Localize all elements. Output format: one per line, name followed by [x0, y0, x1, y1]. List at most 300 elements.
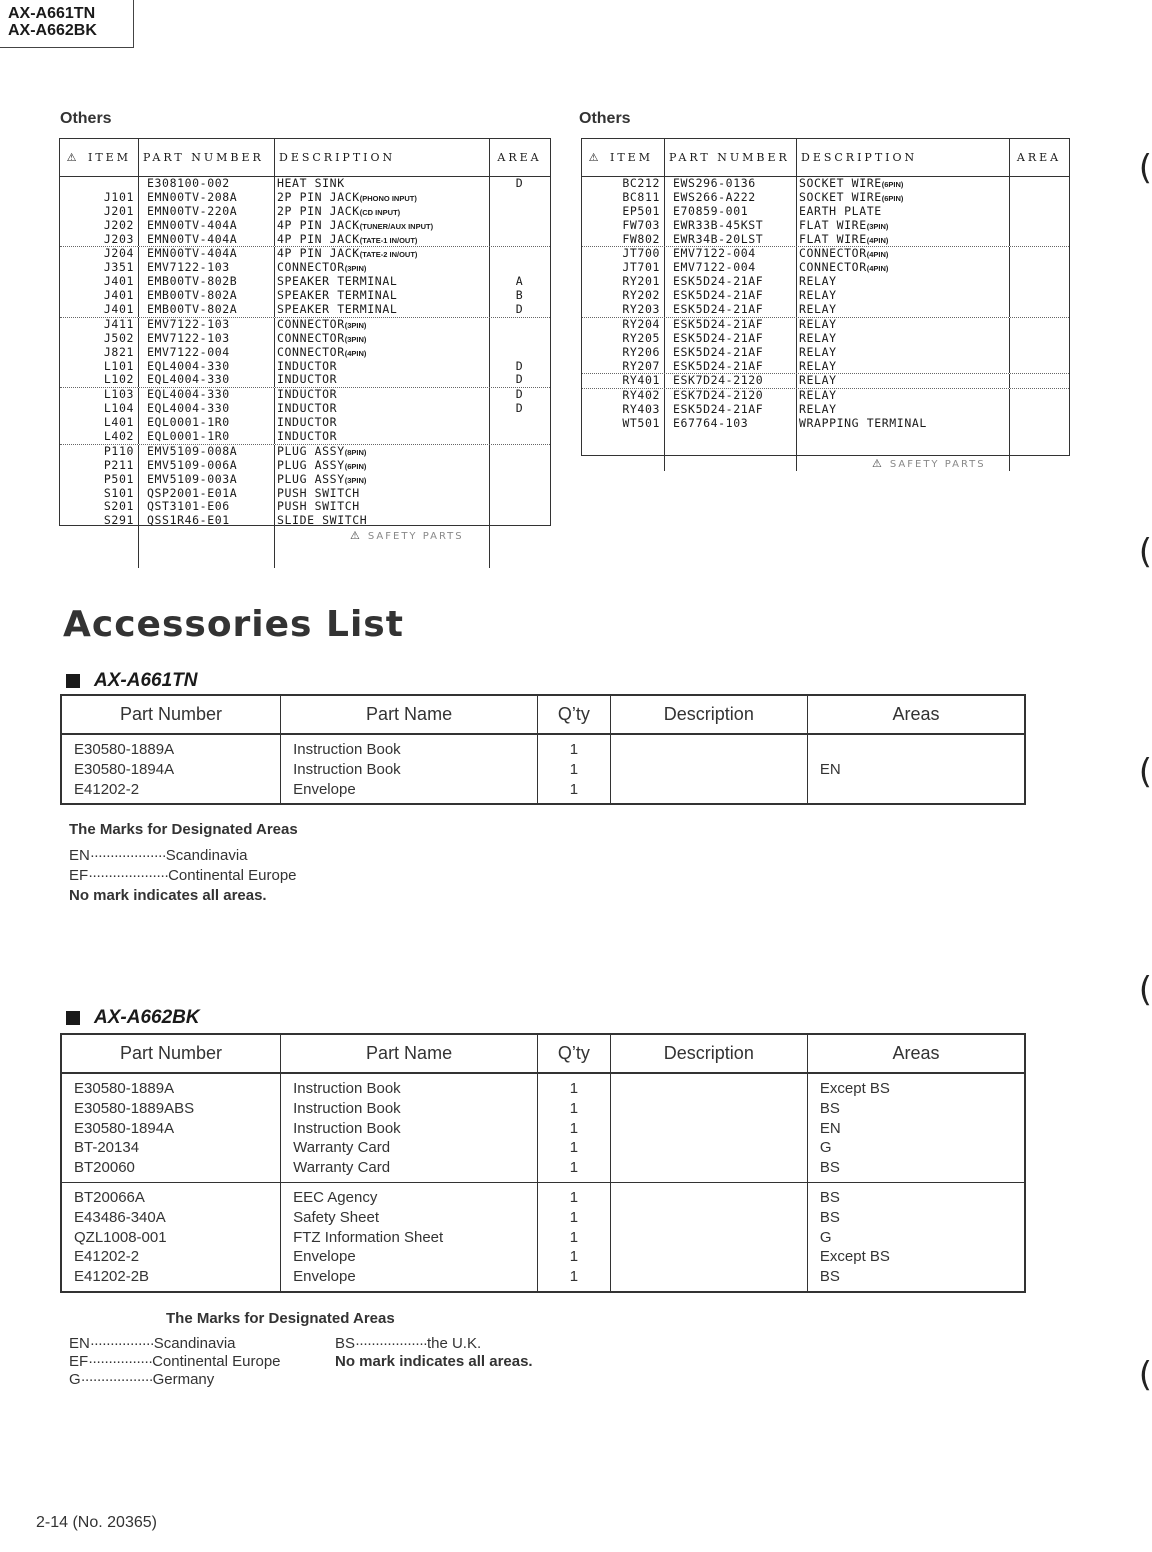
part-name-cell: Warranty Card: [293, 1159, 391, 1177]
part-name-cell: FTZ Information Sheet: [293, 1228, 444, 1246]
marks-title: The Marks for Designated Areas: [166, 1310, 395, 1327]
area-cell: [489, 332, 549, 346]
description-text: RELAY: [799, 373, 837, 388]
description-detail: (4PIN): [866, 250, 889, 260]
safety-cell: [60, 332, 86, 346]
part-name-cell: Instruction Book: [293, 760, 401, 778]
description-detail: (3PIN): [344, 334, 367, 344]
part-number-cell: EWS266-A222: [664, 191, 796, 205]
area-cell: [489, 261, 549, 275]
part-number-cell: EWR34B-20LST: [664, 233, 796, 247]
left-table-body: [60, 177, 550, 568]
area-cell: [489, 233, 549, 247]
accessories-title: Accessories List: [63, 604, 404, 645]
item-cell: S291: [103, 513, 134, 528]
description-text: INDUCTOR: [277, 429, 338, 444]
area-cell: [1009, 417, 1068, 431]
part-number-cell: QZL1008-001: [74, 1228, 167, 1246]
description-text: CONNECTOR: [799, 246, 867, 261]
mark-code: EF: [69, 867, 89, 884]
desc-col-header: DESCRIPTION: [274, 139, 489, 176]
description-detail: (3PIN): [344, 264, 367, 274]
description-text: RELAY: [799, 344, 837, 359]
description-cell: [274, 318, 489, 332]
description-text: SPEAKER TERMINAL: [277, 288, 398, 303]
area-cell: [489, 205, 549, 219]
filler-cell: [138, 528, 274, 568]
part-number-cell: EMB00TV-802A: [138, 303, 274, 317]
part-number-cell: EWS296-0136: [664, 177, 796, 191]
description-cell: [274, 205, 489, 219]
header-qty: Q’ty: [537, 1035, 610, 1072]
areas-cell: Except BS: [819, 1248, 890, 1266]
description-detail: (8PIN): [344, 447, 367, 457]
description-detail: (TATE-1 IN/OUT): [359, 235, 418, 245]
area-cell: [489, 430, 549, 444]
mark-label: Continental Europe: [152, 1353, 281, 1370]
item-cell: RY207: [622, 358, 660, 373]
right-table-header: [582, 139, 1069, 177]
description-cell: [611, 1138, 807, 1158]
area-cell: A: [489, 275, 549, 289]
model-1-name: AX-A661TN: [94, 670, 198, 691]
part-number-cell: EMV5109-003A: [138, 473, 274, 487]
item-cell: RY403: [622, 402, 660, 417]
left-parts-table: [59, 138, 551, 526]
area-cell: D: [489, 360, 549, 374]
parts-row: [60, 402, 550, 416]
description-cell: [611, 1208, 807, 1228]
safety-cell: [582, 303, 608, 317]
parts-row: [60, 445, 550, 459]
qty-cell: 1: [569, 1268, 579, 1286]
qty-cell: 1: [569, 1228, 579, 1246]
item-cell: S201: [103, 499, 134, 514]
part-col-header: PART NUMBER: [664, 139, 796, 176]
safety-cell: [60, 402, 86, 416]
binding-hole-mark: (: [1138, 148, 1152, 188]
mark-ef: [69, 1353, 281, 1371]
description-cell: [274, 487, 489, 501]
parts-row: [582, 289, 1069, 303]
part-name-cell: Instruction Book: [293, 741, 401, 758]
description-text: FLAT WIRE: [799, 217, 867, 232]
item-cell: FW802: [622, 231, 660, 246]
description-cell: [796, 318, 1009, 332]
safety-cell: [582, 318, 608, 332]
parts-row: [60, 219, 550, 233]
header-description: Description: [610, 1035, 807, 1072]
area-cell: [489, 416, 549, 430]
part-number-cell: EMN00TV-404A: [138, 247, 274, 261]
description-cell: [796, 219, 1009, 233]
filler-cell: [489, 528, 549, 568]
qty-cell: 1: [569, 780, 579, 798]
item-cell: BC811: [622, 189, 660, 204]
description-detail: (6PIN): [344, 461, 367, 471]
part-number-column: [62, 1074, 280, 1182]
description-cell: [274, 514, 489, 528]
parts-row: [60, 275, 550, 289]
item-cell: RY203: [622, 302, 660, 317]
description-cell: [274, 177, 489, 191]
left-table-header: [60, 139, 550, 177]
parts-row: [60, 388, 550, 402]
parts-row: [60, 205, 550, 219]
description-text: RELAY: [799, 302, 837, 317]
description-cell: [274, 303, 489, 317]
area-cell: [489, 318, 549, 332]
description-detail: (3PIN): [344, 475, 367, 485]
description-detail: (CD INPUT): [359, 207, 401, 217]
part-number-cell: EQL4004-330: [138, 360, 274, 374]
part-name-column: [280, 1074, 537, 1182]
description-text: RELAY: [799, 358, 837, 373]
safety-cell: [60, 459, 86, 473]
header-part-number: Part Number: [120, 1043, 223, 1063]
header-areas: Areas: [807, 696, 1024, 733]
item-cell: P110: [103, 443, 134, 458]
description-cell: [274, 219, 489, 233]
description-text: SOCKET WIRE: [799, 176, 882, 190]
parts-row: [582, 346, 1069, 360]
warning-triangle-icon: ⚠: [350, 529, 362, 542]
description-cell: [274, 388, 489, 402]
area-cell: [1009, 261, 1068, 275]
description-text: RELAY: [799, 274, 837, 289]
mark-label: Scandinavia: [153, 1335, 236, 1352]
right-others-title: Others: [579, 110, 631, 127]
item-cell: RY401: [622, 373, 660, 388]
area-cell: [489, 247, 549, 261]
parts-row: [60, 459, 550, 473]
header-part-name: Part Name: [280, 1035, 537, 1072]
item-cell: RY202: [622, 288, 660, 303]
parts-row: [60, 373, 550, 388]
parts-row: [60, 430, 550, 445]
safety-cell: [60, 233, 86, 247]
part-number-cell: QST3101-E06: [138, 500, 274, 514]
safety-cell: [60, 473, 86, 487]
description-cell: [274, 261, 489, 275]
qty-column: [537, 735, 610, 803]
area-cell: [489, 487, 549, 501]
description-cell: [274, 500, 489, 514]
part-number-cell: EWR33B-45KST: [664, 219, 796, 233]
mark-dots: ················: [88, 1353, 153, 1370]
part-number-cell: ESK5D24-21AF: [664, 346, 796, 360]
safety-cell: [582, 346, 608, 360]
marks-title: The Marks for Designated Areas: [69, 821, 298, 838]
area-cell: [1009, 275, 1068, 289]
safety-cell: [60, 373, 86, 387]
description-text: RELAY: [799, 388, 837, 403]
part-number-cell: E30580-1889A: [74, 741, 175, 758]
qty-cell: 1: [569, 1139, 579, 1157]
description-text: INDUCTOR: [277, 415, 338, 430]
mark-label: Continental Europe: [168, 867, 297, 884]
qty-cell: 1: [569, 1119, 579, 1137]
item-cell: RY206: [622, 344, 660, 359]
no-mark-note: No mark indicates all areas.: [69, 887, 267, 904]
item-cell: J201: [103, 203, 134, 218]
area-cell: [1009, 219, 1068, 233]
part-number-cell: EMV5109-006A: [138, 459, 274, 473]
accessories-table-model-1: [60, 694, 1026, 805]
description-text: PUSH SWITCH: [277, 485, 360, 500]
description-cell: [611, 1188, 807, 1208]
areas-cell: G: [819, 1139, 832, 1157]
accessories-table-model-2: [60, 1033, 1026, 1293]
safety-cell: [60, 289, 86, 303]
binding-hole-mark: (: [1138, 532, 1152, 572]
description-text: WRAPPING TERMINAL: [799, 416, 927, 431]
description-text: RELAY: [799, 316, 837, 331]
area-cell: [489, 473, 549, 487]
marks-legend-model-2-left: [69, 1335, 281, 1389]
area-col-header: AREA: [489, 139, 549, 176]
description-text: 2P PIN JACK: [277, 189, 360, 204]
area-cell: [1009, 389, 1068, 403]
part-number-cell: QSS1R46-E01: [138, 514, 274, 528]
areas-cell: BS: [819, 1208, 840, 1226]
safety-cell: [582, 389, 608, 403]
safety-cell: [60, 205, 86, 219]
safety-note-text: SAFETY PARTS: [367, 531, 464, 542]
item-cell: JT701: [622, 260, 660, 275]
qty-column: [537, 1183, 610, 1291]
parts-row: [582, 233, 1069, 248]
description-cell: [274, 445, 489, 459]
areas-column: [807, 735, 1024, 803]
area-cell: D: [489, 373, 549, 387]
area-cell: [1009, 318, 1068, 332]
description-text: PLUG ASSY: [277, 443, 345, 458]
item-cell: L102: [103, 372, 134, 387]
item-col-header: ITEM: [88, 151, 131, 164]
description-cell: [274, 332, 489, 346]
parts-row: [582, 403, 1069, 417]
accessories-row-group: [62, 1183, 1024, 1291]
safety-cell: [60, 191, 86, 205]
right-safety-note: [872, 457, 986, 470]
description-text: CONNECTOR: [799, 260, 867, 275]
part-number-cell: ESK5D24-21AF: [664, 303, 796, 317]
parts-row: [582, 177, 1069, 191]
item-cell: RY201: [622, 274, 660, 289]
header-part-number: Part Number: [120, 704, 223, 724]
description-column: [610, 1183, 807, 1291]
safety-cell: [582, 275, 608, 289]
safety-cell: [60, 445, 86, 459]
area-cell: [1009, 374, 1068, 388]
area-cell: [1009, 247, 1068, 261]
safety-cell: [60, 514, 86, 528]
part-number-cell: EQL4004-330: [138, 402, 274, 416]
qty-cell: 1: [569, 741, 579, 758]
safety-cell: [60, 247, 86, 261]
description-text: PUSH SWITCH: [277, 499, 360, 514]
safety-col-header: ⚠: [66, 151, 80, 164]
description-detail: (PHONO INPUT): [359, 193, 417, 203]
parts-row: [582, 417, 1069, 431]
binding-hole-mark: (: [1138, 752, 1152, 792]
parts-row: [582, 247, 1069, 261]
item-cell: J401: [103, 302, 134, 317]
parts-row: [60, 487, 550, 501]
safety-note-text: SAFETY PARTS: [889, 459, 986, 470]
description-text: INDUCTOR: [277, 358, 338, 373]
part-number-cell: ESK5D24-21AF: [664, 289, 796, 303]
area-cell: [1009, 403, 1068, 417]
warning-triangle-icon: ⚠: [872, 457, 884, 470]
areas-cell: EN: [819, 760, 841, 778]
safety-cell: [60, 487, 86, 501]
model-2-name: AX-A662BK: [94, 1007, 200, 1028]
mark-en: [69, 846, 298, 866]
area-col-header: AREA: [1009, 139, 1068, 176]
description-text: RELAY: [799, 402, 837, 417]
parts-row: [60, 247, 550, 261]
safety-cell: [60, 500, 86, 514]
part-name-cell: Envelope: [293, 1268, 356, 1286]
accessories-table-header: [62, 696, 1024, 735]
description-cell: [796, 346, 1009, 360]
description-cell: [274, 459, 489, 473]
marks-legend-model-1: [69, 820, 298, 906]
area-cell: D: [489, 402, 549, 416]
description-text: SOCKET WIRE: [799, 189, 882, 204]
parts-row: [60, 416, 550, 430]
description-detail: (TUNER/AUX INPUT): [359, 221, 434, 231]
description-text: CONNECTOR: [277, 330, 345, 345]
part-number-cell: EMV7122-103: [138, 332, 274, 346]
area-cell: [1009, 360, 1068, 374]
item-col-header: ITEM: [610, 151, 653, 164]
description-cell: [796, 261, 1009, 275]
description-cell: [611, 1267, 807, 1287]
part-col-header: PART NUMBER: [138, 139, 274, 176]
part-number-cell: EMV7122-103: [138, 318, 274, 332]
part-number-cell: E41202-2B: [74, 1268, 150, 1286]
area-cell: [1009, 303, 1068, 317]
item-cell: J351: [103, 260, 134, 275]
mark-code: BS: [335, 1335, 356, 1352]
left-others-title: Others: [60, 110, 112, 127]
parts-row: [60, 261, 550, 275]
description-cell: [274, 473, 489, 487]
part-number-cell: ESK7D24-2120: [664, 389, 796, 403]
header-areas: Areas: [807, 1035, 1024, 1072]
description-cell: [611, 1099, 807, 1119]
description-cell: [274, 402, 489, 416]
filler-cell: [582, 431, 608, 471]
mark-code: EN: [69, 1335, 90, 1352]
description-cell: [274, 430, 489, 444]
item-cell: RY204: [622, 316, 660, 331]
safety-cell: [60, 261, 86, 275]
parts-row: [60, 500, 550, 514]
part-number-cell: E41202-2: [74, 1248, 140, 1266]
part-number-cell: E30580-1894A: [74, 760, 175, 778]
part-number-cell: BT20066A: [74, 1188, 145, 1206]
item-cell: L104: [103, 401, 134, 416]
description-cell: [796, 389, 1009, 403]
description-column: [610, 735, 807, 803]
area-cell: [1009, 289, 1068, 303]
description-text: 4P PIN JACK: [277, 217, 360, 232]
parts-row: [60, 318, 550, 332]
part-number-cell: EMV5109-008A: [138, 445, 274, 459]
qty-column: [537, 1074, 610, 1182]
description-text: 4P PIN JACK: [277, 231, 360, 246]
item-cell: J401: [103, 288, 134, 303]
item-cell: J101: [103, 189, 134, 204]
safety-cell: [582, 417, 608, 431]
part-number-cell: E308100-002: [138, 177, 274, 191]
item-cell: J203: [103, 231, 134, 246]
areas-cell: EN: [819, 1119, 841, 1137]
area-cell: [1009, 233, 1068, 247]
part-number-cell: E30580-1894A: [74, 1119, 175, 1137]
part-name-column: [280, 1183, 537, 1291]
item-cell: EP501: [622, 203, 660, 218]
item-cell: WT501: [622, 416, 660, 431]
part-name-cell: Instruction Book: [293, 1099, 401, 1117]
areas-cell: BS: [819, 1099, 840, 1117]
item-cell: RY402: [622, 388, 660, 403]
model-2-heading: [66, 1007, 200, 1029]
qty-cell: 1: [569, 1188, 579, 1206]
safety-cell: [582, 205, 608, 219]
mark-label: Germany: [152, 1371, 215, 1388]
description-text: INDUCTOR: [277, 372, 338, 387]
safety-cell: [60, 416, 86, 430]
description-cell: [274, 289, 489, 303]
area-cell: [489, 514, 549, 528]
qty-cell: 1: [569, 1159, 579, 1177]
description-text: 2P PIN JACK: [277, 203, 360, 218]
item-cell: J821: [103, 344, 134, 359]
description-text: CONNECTOR: [277, 260, 345, 275]
description-cell: [796, 360, 1009, 374]
part-number-cell: E30580-1889A: [74, 1080, 175, 1097]
description-cell: [796, 332, 1009, 346]
area-cell: [1009, 332, 1068, 346]
description-cell: [274, 247, 489, 261]
description-text: RELAY: [799, 288, 837, 303]
part-number-cell: EQL4004-330: [138, 388, 274, 402]
description-cell: [796, 417, 1009, 431]
parts-row: [60, 346, 550, 360]
mark-dots: ····················: [88, 867, 169, 884]
description-cell: [274, 233, 489, 247]
qty-cell: 1: [569, 1208, 579, 1226]
description-cell: [796, 374, 1009, 388]
description-cell: [274, 275, 489, 289]
description-cell: [274, 373, 489, 387]
item-cell: J401: [103, 274, 134, 289]
safety-cell: [60, 275, 86, 289]
part-number-cell: E30580-1889ABS: [74, 1099, 195, 1117]
right-table-body: [582, 177, 1069, 471]
parts-row: [582, 374, 1069, 389]
item-cell: JT700: [622, 246, 660, 261]
item-cell: J204: [103, 246, 134, 261]
part-number-cell: EQL0001-1R0: [138, 430, 274, 444]
part-number-cell: EMN00TV-208A: [138, 191, 274, 205]
square-bullet-icon: [66, 674, 80, 688]
